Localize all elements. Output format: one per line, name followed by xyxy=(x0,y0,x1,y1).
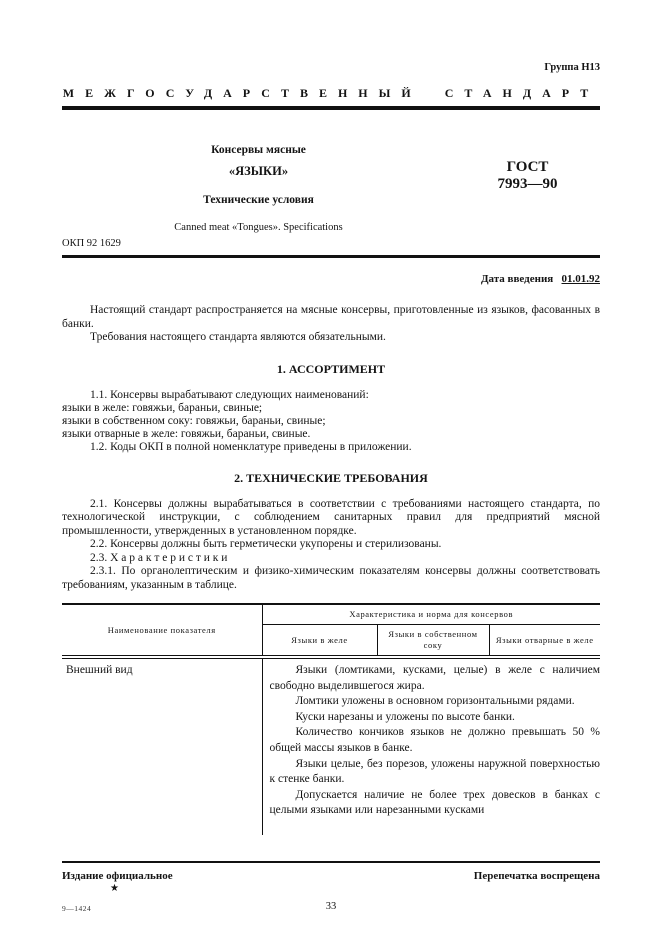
requirements-paragraph: 2.2. Консервы должны быть герметически укупорены и стерилизованы. xyxy=(90,538,442,550)
title-block xyxy=(62,144,600,233)
description-cell xyxy=(262,657,600,835)
intro-paragraph: Настоящий стандарт распространяется на мясные консервы, приготовленные из языков, фасованных в банки. xyxy=(62,304,600,330)
requirements-paragraph: 2.3. Х а р а к т е р и с т и к и xyxy=(90,551,228,564)
document-name-english: Canned meat «Tongues». Specifications xyxy=(174,222,343,233)
page-number: 33 xyxy=(325,900,337,912)
table-row xyxy=(62,657,600,835)
standard-type-heading: МЕЖГОСУДАРСТВЕННЫЙ СТАНДАРТ xyxy=(62,86,600,100)
page-content xyxy=(62,0,600,915)
description-paragraph: Допускается наличие не более трех довесков в банках с целыми языками или нарезанными кусками xyxy=(269,788,600,817)
header-rule xyxy=(62,106,600,110)
assortment-line: языки в собственном соку: говяжьи, бараньи, свиные; xyxy=(62,414,326,427)
description-paragraph: Языки (ломтиками, кусками, целые) в желе с наличием свободно выделившегося жира. xyxy=(269,664,600,692)
document-subject: Консервы мясные xyxy=(211,144,306,156)
characteristics-table xyxy=(62,603,600,835)
reprint-notice: Перепечатка воспрещена xyxy=(473,869,600,882)
description-paragraph: Количество кончиков языков не должно превышать 50 % общей массы языков в банке. xyxy=(269,726,600,754)
column-group-header: Характеристика и норма для консервов xyxy=(262,604,600,625)
footer-rule xyxy=(62,861,600,863)
column-header-own-juice: Языки в собственном соку xyxy=(377,625,489,658)
group-label: Группа Н13 xyxy=(544,62,600,73)
official-edition-label: Издание официальное xyxy=(62,869,173,882)
effective-date-value: 01.01.92 xyxy=(561,273,600,285)
assortment-line: 1.1. Консервы вырабатывают следующих наименований: xyxy=(90,388,369,401)
table-header xyxy=(62,604,600,657)
section2-heading: 2. ТЕХНИЧЕСКИЕ ТРЕБОВАНИЯ xyxy=(234,470,428,485)
requirements-paragraph: 2.1. Консервы должны вырабатываться в соответствии с требованиями настоящего стандарта, по технологической инструкции, с соблюдением санитарных правил для предприятий мясной промышленности, утвержденных в установленном порядке. xyxy=(62,497,600,537)
star-icon: ★ xyxy=(110,882,119,894)
title-rule xyxy=(62,255,600,258)
gost-designation xyxy=(455,144,600,233)
column-header-boiled-jelly: Языки отварные в желе xyxy=(495,634,594,645)
document-subtitle: Технические условия xyxy=(203,194,314,206)
print-order-code: 9—1424 xyxy=(62,903,92,913)
assortment-line: языки отварные в желе: говяжьи, бараньи, свиные. xyxy=(62,427,311,440)
footer xyxy=(62,870,600,882)
section1-body xyxy=(62,389,600,454)
column-header-jelly: Языки в желе xyxy=(262,625,377,658)
document-name: «ЯЗЫКИ» xyxy=(228,164,289,178)
gost-number: 7993—90 xyxy=(497,176,558,192)
intro-paragraph: Требования настоящего стандарта являются обязательными. xyxy=(90,331,386,343)
description-paragraph: Языки целые, без порезов, уложены наружной поверхностью к стенке банки. xyxy=(269,757,600,786)
assortment-line: языки в желе: говяжьи, бараньи, свиные; xyxy=(62,401,263,414)
section2-body xyxy=(62,498,600,593)
bottom-row xyxy=(62,901,600,915)
indicator-cell: Внешний вид xyxy=(62,657,262,835)
column-header-indicator: Наименование показателя xyxy=(62,604,262,657)
description-paragraph: Куски нарезаны и уложены по высоте банки. xyxy=(295,710,515,723)
effective-date-line xyxy=(62,273,600,285)
assortment-line: 1.2. Коды ОКП в полной номенклатуре приведены в приложении. xyxy=(90,440,412,453)
effective-date-label: Дата введения xyxy=(480,273,554,285)
okp-code: ОКП 92 1629 xyxy=(62,238,121,249)
section1-heading: 1. АССОРТИМЕНТ xyxy=(276,361,386,376)
description-paragraph: Ломтики уложены в основном горизонтальными рядами. xyxy=(295,695,575,708)
intro-section xyxy=(62,304,600,345)
requirements-paragraph: 2.3.1. По органолептическим и физико-химическим показателям консервы должны соответствовать требованиям, указанным в таблице. xyxy=(62,565,600,591)
gost-label: ГОСТ xyxy=(506,159,549,175)
title-center xyxy=(62,144,455,233)
